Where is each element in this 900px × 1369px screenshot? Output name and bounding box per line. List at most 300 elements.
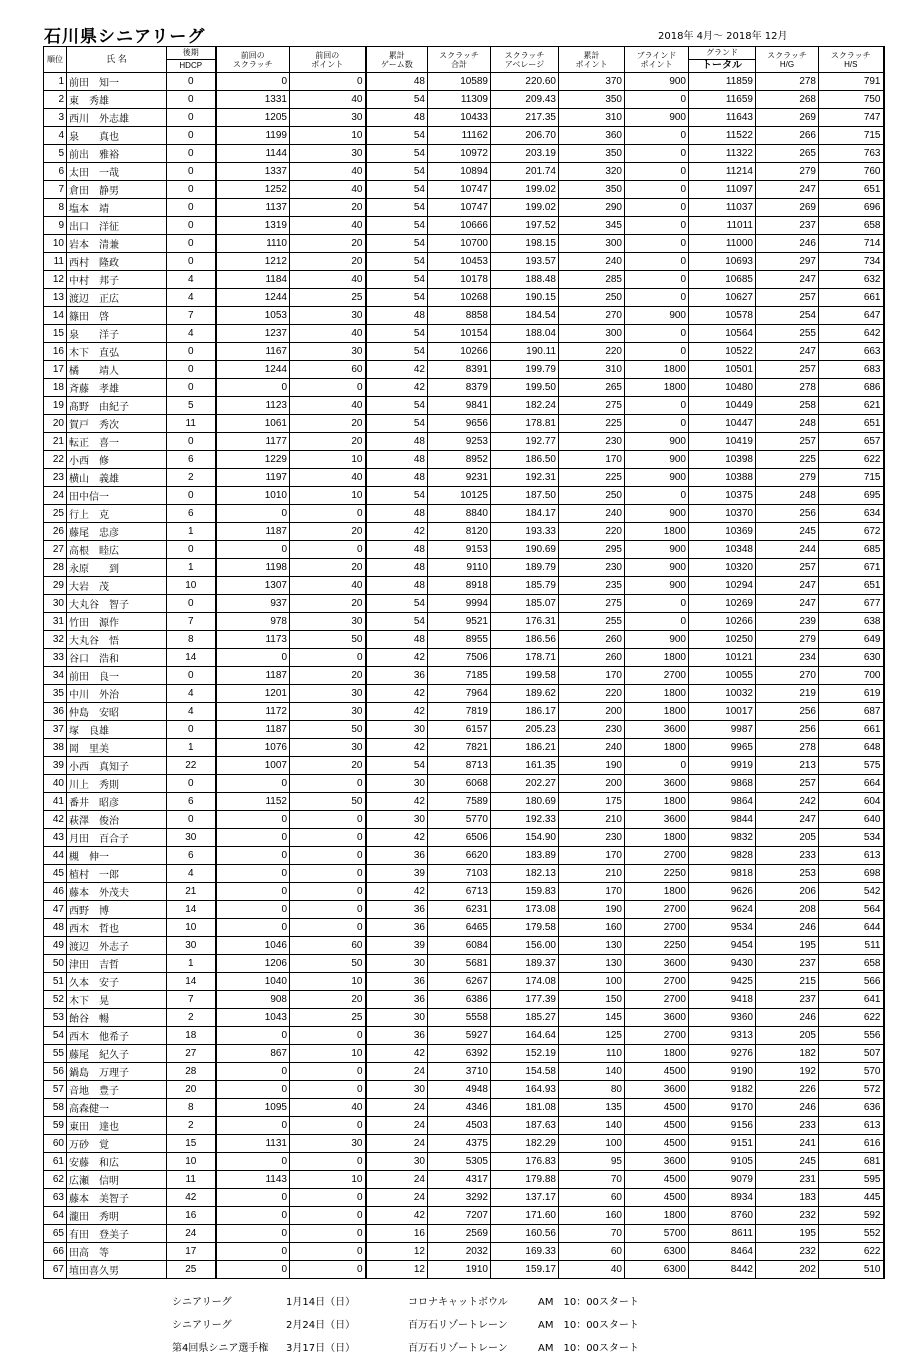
table-row: [44, 145, 884, 163]
hdcp-cell: 0: [167, 721, 216, 739]
prev-scratch-cell: 867: [216, 1045, 290, 1063]
rank-cell: 31: [44, 613, 67, 631]
blind-points-cell: 1800: [625, 793, 689, 811]
rank-cell: 28: [44, 559, 67, 577]
name-cell: 行上 克: [67, 505, 167, 523]
name-cell: 番井 昭彦: [67, 793, 167, 811]
scratch-total-cell: 9656: [428, 415, 491, 433]
hs-cell: 661: [819, 721, 884, 739]
grand-total-cell: 11859: [689, 73, 756, 91]
header-name: 氏 名: [67, 47, 167, 73]
table-row: [44, 1099, 884, 1117]
scratch-total-cell: 10666: [428, 217, 491, 235]
grand-total-cell: 9151: [689, 1135, 756, 1153]
name-cell: 西川 外志雄: [67, 109, 167, 127]
hg-cell: 247: [756, 271, 819, 289]
hs-cell: 672: [819, 523, 884, 541]
games-cell: 48: [366, 73, 428, 91]
table-row: [44, 991, 884, 1009]
scratch-total-cell: 7821: [428, 739, 491, 757]
games-cell: 42: [366, 685, 428, 703]
scratch-total-cell: 5927: [428, 1027, 491, 1045]
prev-points-cell: 20: [290, 235, 366, 253]
name-cell: 小西 修: [67, 451, 167, 469]
blind-points-cell: 0: [625, 415, 689, 433]
grand-total-cell: 10398: [689, 451, 756, 469]
scratch-total-cell: 11309: [428, 91, 491, 109]
hs-cell: 661: [819, 289, 884, 307]
scratch-total-cell: 8858: [428, 307, 491, 325]
name-cell: 音地 豊子: [67, 1081, 167, 1099]
table-row: [44, 451, 884, 469]
scratch-total-cell: 7506: [428, 649, 491, 667]
prev-points-cell: 40: [290, 181, 366, 199]
scratch-total-cell: 8952: [428, 451, 491, 469]
prev-points-cell: 40: [290, 217, 366, 235]
hdcp-cell: 0: [167, 433, 216, 451]
table-row: [44, 937, 884, 955]
scratch-total-cell: 6267: [428, 973, 491, 991]
hg-cell: 205: [756, 1027, 819, 1045]
hs-cell: 556: [819, 1027, 884, 1045]
name-cell: 西村 隆政: [67, 253, 167, 271]
hg-cell: 268: [756, 91, 819, 109]
hg-cell: 231: [756, 1171, 819, 1189]
rank-cell: 59: [44, 1117, 67, 1135]
prev-points-cell: 0: [290, 1027, 366, 1045]
games-cell: 48: [366, 541, 428, 559]
scratch-avg-cell: 161.35: [491, 757, 559, 775]
games-cell: 54: [366, 397, 428, 415]
blind-points-cell: 0: [625, 757, 689, 775]
table-row: [44, 631, 884, 649]
hdcp-cell: 0: [167, 91, 216, 109]
grand-total-cell: 11011: [689, 217, 756, 235]
grand-total-cell: 9534: [689, 919, 756, 937]
games-cell: 48: [366, 577, 428, 595]
blind-points-cell: 3600: [625, 1009, 689, 1027]
grand-total-cell: 9105: [689, 1153, 756, 1171]
grand-total-cell: 9190: [689, 1063, 756, 1081]
scratch-avg-cell: 189.62: [491, 685, 559, 703]
prev-points-cell: 10: [290, 487, 366, 505]
games-cell: 54: [366, 757, 428, 775]
name-cell: 川上 秀則: [67, 775, 167, 793]
prev-scratch-cell: 0: [216, 1225, 290, 1243]
scratch-total-cell: 3292: [428, 1189, 491, 1207]
rank-cell: 10: [44, 235, 67, 253]
total-points-cell: 290: [559, 199, 625, 217]
scratch-avg-cell: 193.33: [491, 523, 559, 541]
total-points-cell: 150: [559, 991, 625, 1009]
hs-cell: 658: [819, 955, 884, 973]
games-cell: 24: [366, 1063, 428, 1081]
rank-cell: 50: [44, 955, 67, 973]
table-row: [44, 919, 884, 937]
hg-cell: 232: [756, 1207, 819, 1225]
header-row: [44, 47, 884, 73]
scratch-total-cell: 9841: [428, 397, 491, 415]
table-row: [44, 73, 884, 91]
prev-scratch-cell: 0: [216, 901, 290, 919]
hdcp-cell: 6: [167, 505, 216, 523]
rank-cell: 14: [44, 307, 67, 325]
blind-points-cell: 4500: [625, 1189, 689, 1207]
grand-total-cell: 9360: [689, 1009, 756, 1027]
prev-scratch-cell: 1007: [216, 757, 290, 775]
rank-cell: 21: [44, 433, 67, 451]
table-row: [44, 91, 884, 109]
name-cell: 木下 晃: [67, 991, 167, 1009]
hg-cell: 279: [756, 469, 819, 487]
table-row: [44, 307, 884, 325]
hdcp-cell: 8: [167, 631, 216, 649]
rank-cell: 5: [44, 145, 67, 163]
prev-points-cell: 20: [290, 595, 366, 613]
games-cell: 54: [366, 289, 428, 307]
hg-cell: 195: [756, 937, 819, 955]
name-cell: 広瀬 信明: [67, 1171, 167, 1189]
hdcp-cell: 0: [167, 253, 216, 271]
prev-points-cell: 40: [290, 325, 366, 343]
header-grand-total: グランド トータル: [689, 47, 756, 73]
scratch-total-cell: 7185: [428, 667, 491, 685]
hdcp-cell: 2: [167, 1117, 216, 1135]
prev-points-cell: 0: [290, 901, 366, 919]
scratch-total-cell: 10972: [428, 145, 491, 163]
name-cell: 竹田 源作: [67, 613, 167, 631]
games-cell: 24: [366, 1099, 428, 1117]
hdcp-cell: 18: [167, 1027, 216, 1045]
name-cell: 津田 吉哲: [67, 955, 167, 973]
prev-scratch-cell: 0: [216, 847, 290, 865]
scratch-avg-cell: 190.15: [491, 289, 559, 307]
hs-cell: 651: [819, 415, 884, 433]
blind-points-cell: 4500: [625, 1171, 689, 1189]
hg-cell: 246: [756, 919, 819, 937]
header-hdcp: 後期 HDCP: [167, 47, 216, 73]
rank-cell: 40: [44, 775, 67, 793]
hdcp-cell: 10: [167, 577, 216, 595]
name-cell: 渡辺 正広: [67, 289, 167, 307]
scratch-total-cell: 2569: [428, 1225, 491, 1243]
total-points-cell: 300: [559, 235, 625, 253]
hs-cell: 649: [819, 631, 884, 649]
blind-points-cell: 3600: [625, 721, 689, 739]
prev-points-cell: 0: [290, 865, 366, 883]
header-total-points: 累計 ポイント: [559, 47, 625, 73]
prev-points-cell: 10: [290, 451, 366, 469]
table-row: [44, 739, 884, 757]
total-points-cell: 125: [559, 1027, 625, 1045]
table-row: [44, 1081, 884, 1099]
blind-points-cell: 0: [625, 271, 689, 289]
name-cell: 泉 洋子: [67, 325, 167, 343]
hdcp-cell: 25: [167, 1261, 216, 1279]
table-row: [44, 865, 884, 883]
scratch-avg-cell: 177.39: [491, 991, 559, 1009]
header-scratch-avg: スクラッチ アベレージ: [491, 47, 559, 73]
hs-cell: 642: [819, 325, 884, 343]
total-points-cell: 360: [559, 127, 625, 145]
scratch-total-cell: 10125: [428, 487, 491, 505]
rank-cell: 7: [44, 181, 67, 199]
prev-scratch-cell: 0: [216, 1027, 290, 1045]
games-cell: 16: [366, 1225, 428, 1243]
scratch-total-cell: 7819: [428, 703, 491, 721]
grand-total-cell: 11322: [689, 145, 756, 163]
prev-scratch-cell: 1144: [216, 145, 290, 163]
hs-cell: 510: [819, 1261, 884, 1279]
prev-scratch-cell: 1040: [216, 973, 290, 991]
games-cell: 30: [366, 721, 428, 739]
page-title: 石川県シニアリーグ: [44, 27, 206, 47]
scratch-avg-cell: 185.07: [491, 595, 559, 613]
prev-scratch-cell: 1152: [216, 793, 290, 811]
scratch-total-cell: 9231: [428, 469, 491, 487]
total-points-cell: 140: [559, 1063, 625, 1081]
prev-scratch-cell: 937: [216, 595, 290, 613]
grand-total-cell: 10522: [689, 343, 756, 361]
blind-points-cell: 6300: [625, 1261, 689, 1279]
hg-cell: 255: [756, 325, 819, 343]
games-cell: 54: [366, 217, 428, 235]
prev-scratch-cell: 1137: [216, 199, 290, 217]
blind-points-cell: 1800: [625, 361, 689, 379]
hg-cell: 237: [756, 955, 819, 973]
table-row: [44, 217, 884, 235]
blind-points-cell: 900: [625, 307, 689, 325]
hg-cell: 195: [756, 1225, 819, 1243]
games-cell: 54: [366, 127, 428, 145]
rank-cell: 45: [44, 865, 67, 883]
games-cell: 42: [366, 883, 428, 901]
table-row: [44, 1009, 884, 1027]
table-row: [44, 1153, 884, 1171]
total-points-cell: 240: [559, 253, 625, 271]
total-points-cell: 200: [559, 775, 625, 793]
grand-total-cell: 10370: [689, 505, 756, 523]
total-points-cell: 225: [559, 415, 625, 433]
blind-points-cell: 0: [625, 487, 689, 505]
total-points-cell: 60: [559, 1189, 625, 1207]
hg-cell: 226: [756, 1081, 819, 1099]
name-cell: 前出 雅裕: [67, 145, 167, 163]
grand-total-cell: 8611: [689, 1225, 756, 1243]
total-points-cell: 210: [559, 865, 625, 883]
games-cell: 30: [366, 1009, 428, 1027]
games-cell: 54: [366, 595, 428, 613]
prev-scratch-cell: 1205: [216, 109, 290, 127]
scratch-total-cell: 10433: [428, 109, 491, 127]
blind-points-cell: 3600: [625, 955, 689, 973]
rank-cell: 6: [44, 163, 67, 181]
scratch-total-cell: 7589: [428, 793, 491, 811]
scratch-avg-cell: 186.21: [491, 739, 559, 757]
hg-cell: 257: [756, 775, 819, 793]
grand-total-cell: 9919: [689, 757, 756, 775]
table-row: [44, 1189, 884, 1207]
grand-total-cell: 11643: [689, 109, 756, 127]
hdcp-cell: 30: [167, 829, 216, 847]
games-cell: 42: [366, 1207, 428, 1225]
name-cell: 大丸谷 悟: [67, 631, 167, 649]
prev-scratch-cell: 1229: [216, 451, 290, 469]
blind-points-cell: 0: [625, 127, 689, 145]
prev-points-cell: 20: [290, 559, 366, 577]
hs-cell: 683: [819, 361, 884, 379]
hdcp-cell: 22: [167, 757, 216, 775]
header-blind-points: ブラインド ポイント: [625, 47, 689, 73]
table-row: [44, 1171, 884, 1189]
name-cell: 篠田 啓: [67, 307, 167, 325]
prev-scratch-cell: 978: [216, 613, 290, 631]
hg-cell: 256: [756, 703, 819, 721]
hg-cell: 205: [756, 829, 819, 847]
hdcp-cell: 30: [167, 937, 216, 955]
hg-cell: 245: [756, 1153, 819, 1171]
prev-scratch-cell: 1043: [216, 1009, 290, 1027]
hs-cell: 445: [819, 1189, 884, 1207]
name-cell: 斉藤 孝雄: [67, 379, 167, 397]
hdcp-cell: 0: [167, 217, 216, 235]
hs-cell: 695: [819, 487, 884, 505]
scratch-total-cell: 8120: [428, 523, 491, 541]
rank-cell: 8: [44, 199, 67, 217]
prev-scratch-cell: 1131: [216, 1135, 290, 1153]
hdcp-cell: 20: [167, 1081, 216, 1099]
standings-body: [44, 73, 884, 1279]
prev-scratch-cell: 0: [216, 811, 290, 829]
name-cell: 田高 等: [67, 1243, 167, 1261]
table-row: [44, 199, 884, 217]
hdcp-cell: 0: [167, 775, 216, 793]
table-row: [44, 847, 884, 865]
grand-total-cell: 9313: [689, 1027, 756, 1045]
hs-cell: 564: [819, 901, 884, 919]
scratch-total-cell: 4503: [428, 1117, 491, 1135]
hg-cell: 241: [756, 1135, 819, 1153]
rank-cell: 64: [44, 1207, 67, 1225]
rank-cell: 39: [44, 757, 67, 775]
prev-points-cell: 0: [290, 829, 366, 847]
hdcp-cell: 6: [167, 847, 216, 865]
name-cell: 西木 他希子: [67, 1027, 167, 1045]
table-row: [44, 811, 884, 829]
scratch-avg-cell: 199.02: [491, 199, 559, 217]
prev-points-cell: 30: [290, 1135, 366, 1153]
rank-cell: 12: [44, 271, 67, 289]
prev-scratch-cell: 0: [216, 775, 290, 793]
header-hs: スクラッチ H/S: [819, 47, 884, 73]
grand-total-cell: 9844: [689, 811, 756, 829]
hg-cell: 270: [756, 667, 819, 685]
prev-points-cell: 50: [290, 631, 366, 649]
total-points-cell: 170: [559, 451, 625, 469]
grand-total-cell: 9828: [689, 847, 756, 865]
total-points-cell: 350: [559, 91, 625, 109]
hg-cell: 208: [756, 901, 819, 919]
blind-points-cell: 0: [625, 397, 689, 415]
blind-points-cell: 900: [625, 451, 689, 469]
hg-cell: 225: [756, 451, 819, 469]
grand-total-cell: 9624: [689, 901, 756, 919]
prev-points-cell: 0: [290, 883, 366, 901]
blind-points-cell: 1800: [625, 1207, 689, 1225]
hg-cell: 257: [756, 361, 819, 379]
blind-points-cell: 900: [625, 505, 689, 523]
prev-points-cell: 0: [290, 73, 366, 91]
total-points-cell: 260: [559, 631, 625, 649]
rank-cell: 37: [44, 721, 67, 739]
prev-points-cell: 10: [290, 1045, 366, 1063]
hg-cell: 265: [756, 145, 819, 163]
hdcp-cell: 10: [167, 919, 216, 937]
hdcp-cell: 14: [167, 901, 216, 919]
scratch-avg-cell: 174.08: [491, 973, 559, 991]
name-cell: 太田 一哉: [67, 163, 167, 181]
scratch-total-cell: 10178: [428, 271, 491, 289]
rank-cell: 35: [44, 685, 67, 703]
hs-cell: 681: [819, 1153, 884, 1171]
grand-total-cell: 10269: [689, 595, 756, 613]
grand-total-cell: 9430: [689, 955, 756, 973]
rank-cell: 24: [44, 487, 67, 505]
name-cell: 木下 直弘: [67, 343, 167, 361]
total-points-cell: 270: [559, 307, 625, 325]
hg-cell: 215: [756, 973, 819, 991]
total-points-cell: 175: [559, 793, 625, 811]
hg-cell: 256: [756, 505, 819, 523]
rank-cell: 20: [44, 415, 67, 433]
table-row: [44, 325, 884, 343]
prev-scratch-cell: 0: [216, 1207, 290, 1225]
hg-cell: 183: [756, 1189, 819, 1207]
games-cell: 42: [366, 703, 428, 721]
rank-cell: 11: [44, 253, 67, 271]
header-prev-scratch: 前回の スクラッチ: [216, 47, 290, 73]
total-points-cell: 95: [559, 1153, 625, 1171]
games-cell: 36: [366, 1027, 428, 1045]
scratch-avg-cell: 182.29: [491, 1135, 559, 1153]
hg-cell: 266: [756, 127, 819, 145]
games-cell: 54: [366, 343, 428, 361]
hdcp-cell: 0: [167, 109, 216, 127]
table-row: [44, 397, 884, 415]
total-points-cell: 235: [559, 577, 625, 595]
hg-cell: 278: [756, 73, 819, 91]
name-cell: 谷口 浩和: [67, 649, 167, 667]
grand-total-cell: 10250: [689, 631, 756, 649]
games-cell: 30: [366, 775, 428, 793]
blind-points-cell: 0: [625, 235, 689, 253]
hs-cell: 641: [819, 991, 884, 1009]
games-cell: 54: [366, 487, 428, 505]
hdcp-cell: 1: [167, 523, 216, 541]
name-cell: 前田 良一: [67, 667, 167, 685]
total-points-cell: 230: [559, 433, 625, 451]
total-points-cell: 130: [559, 955, 625, 973]
games-cell: 54: [366, 235, 428, 253]
scratch-avg-cell: 199.50: [491, 379, 559, 397]
rank-cell: 60: [44, 1135, 67, 1153]
rank-cell: 46: [44, 883, 67, 901]
total-points-cell: 255: [559, 613, 625, 631]
period-label: 2018年 4月～ 2018年 12月: [658, 31, 788, 42]
grand-total-cell: 10017: [689, 703, 756, 721]
hs-cell: 595: [819, 1171, 884, 1189]
hg-cell: 233: [756, 847, 819, 865]
